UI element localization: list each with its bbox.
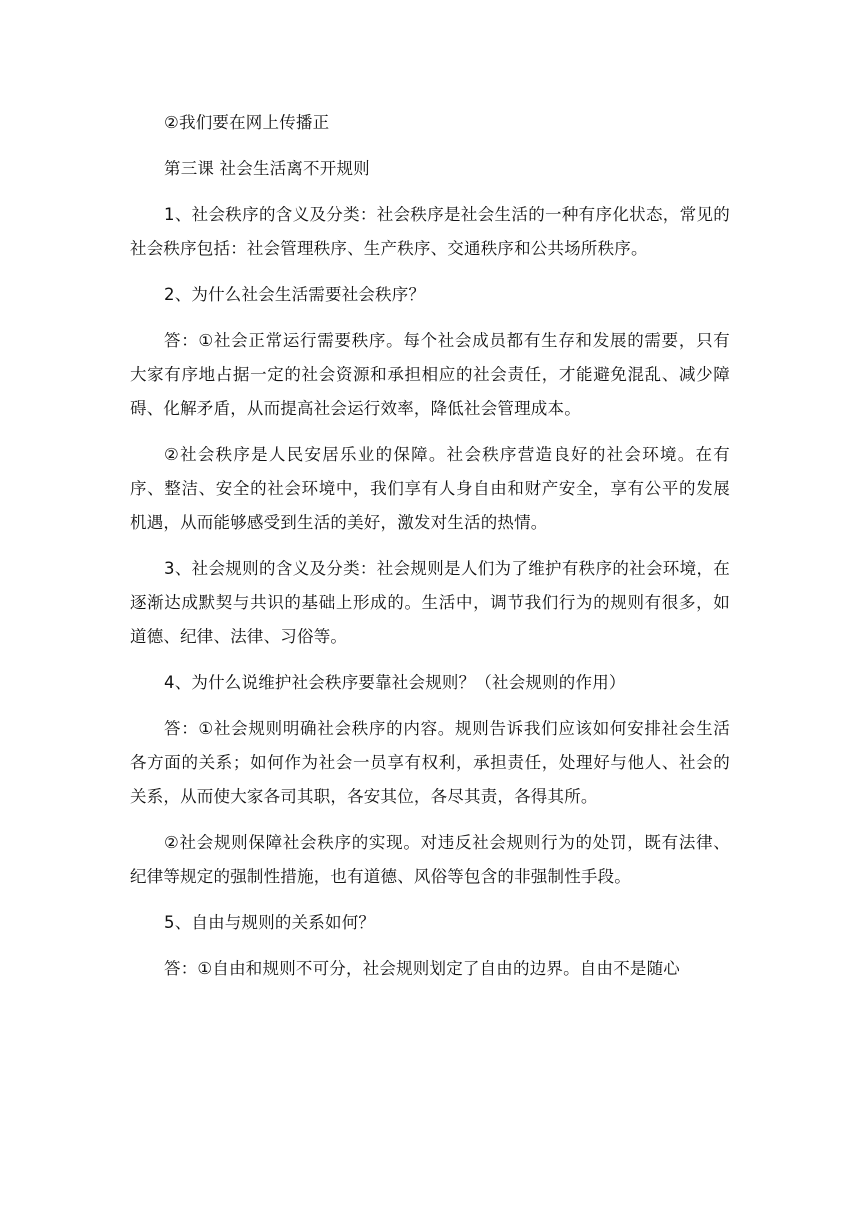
paragraph-3: 1、社会秩序的含义及分类：社会秩序是社会生活的一种有序化状态，常见的社会秩序包括：社会管理秩序、生产秩序、交通秩序和公共场所秩序。 [130,205,730,258]
paragraph-1: ②我们要在网上传播正 [164,113,330,132]
answer-4-part-1: 答：①社会规则明确社会秩序的内容。规则告诉我们应该如何安排社会生活各方面的关系；如何作为社会一员享有权利，承担责任，处理好与他人、社会的关系，从而使大家各司其职，各安其位，各尽其责，各得其所。 [130,719,730,806]
answer-4-part-2: ②社会规则保障社会秩序的实现。对违反社会规则行为的处罚，既有法律、纪律等规定的强制性措施，也有道德、风俗等包含的非强制性手段。 [130,833,730,886]
answer-5-part-1: 答：①自由和规则不可分，社会规则划定了自由的边界。自由不是随心 [164,959,680,978]
question-5: 5、自由与规则的关系如何？ [164,913,376,932]
lesson-title: 第三课 社会生活离不开规则 [164,159,370,178]
paragraph-7: 3、社会规则的含义及分类：社会规则是人们为了维护有秩序的社会环境，在逐渐达成默契与共识的基础上形成的。生活中，调节我们行为的规则有很多，如道德、纪律、法律、习俗等。 [130,559,730,646]
question-2: 2、为什么社会生活需要社会秩序？ [164,285,426,304]
answer-2-part-2: ②社会秩序是人民安居乐业的保障。社会秩序营造良好的社会环境。在有序、整洁、安全的社会环境中，我们享有人身自由和财产安全，享有公平的发展机遇，从而能够感受到生活的美好，激发对生活的热情。 [130,445,730,532]
document-body [130,106,730,986]
question-4: 4、为什么说维护社会秩序要靠社会规则？（社会规则的作用） [164,673,626,692]
answer-2-part-1: 答：①社会正常运行需要秩序。每个社会成员都有生存和发展的需要，只有大家有序地占据一定的社会资源和承担相应的社会责任，才能避免混乱、减少障碍、化解矛盾，从而提高社会运行效率，降低社会管理成本。 [130,331,730,418]
